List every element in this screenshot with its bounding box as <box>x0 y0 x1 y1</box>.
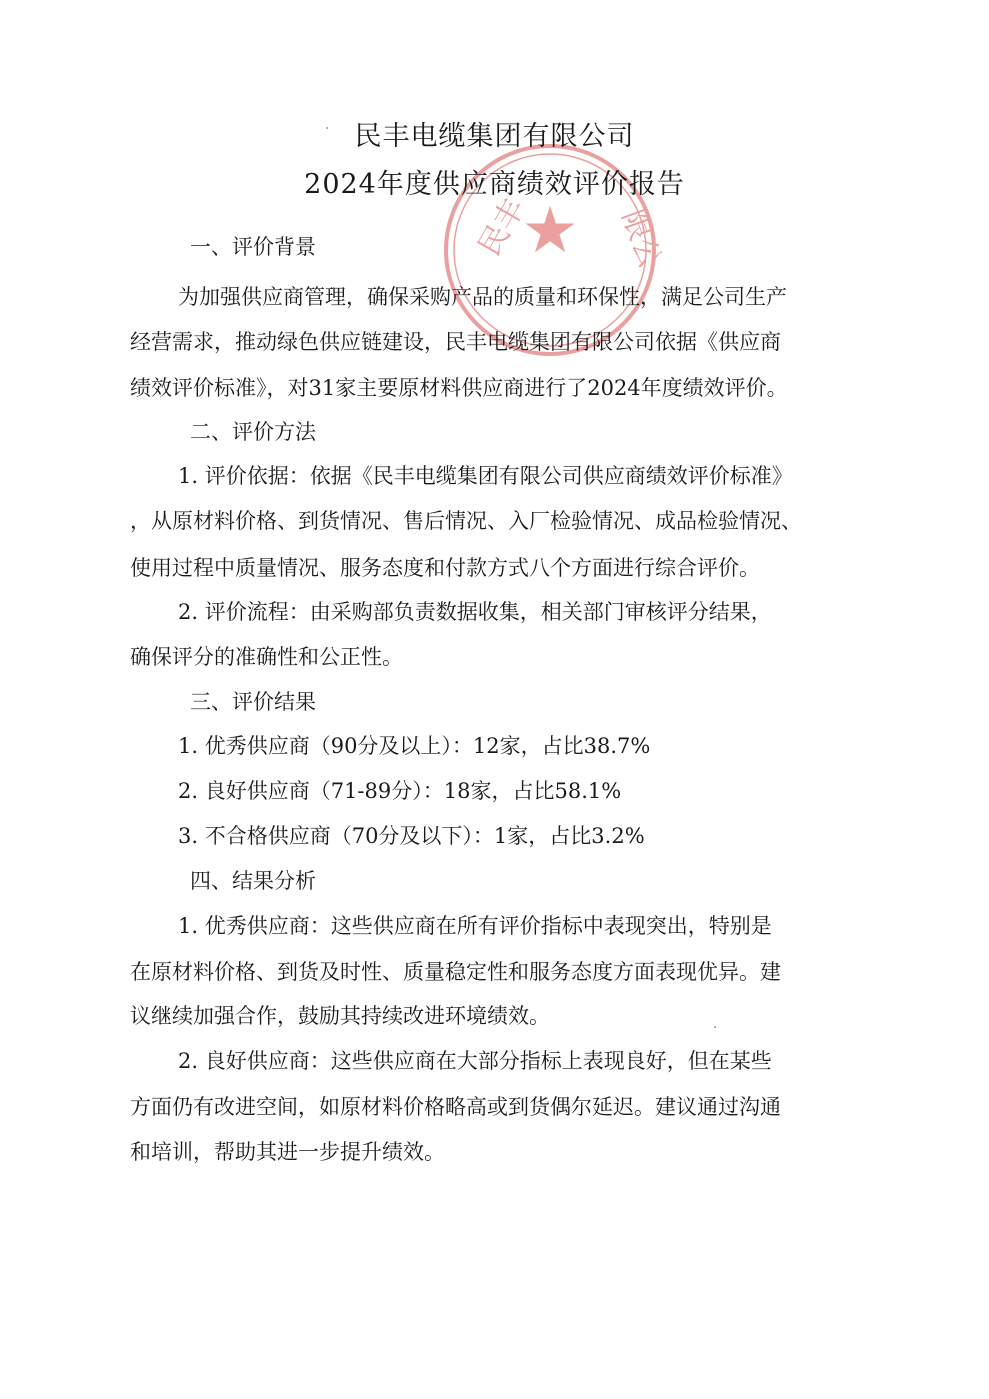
method-item2-line-1: 2. 评价流程：由采购部负责数据收集，相关部门审核评分结果， <box>178 600 772 624</box>
scan-speck <box>714 1026 716 1028</box>
result-item-2: 2. 良好供应商（71-89分）：18家，占比58.1% <box>178 779 622 803</box>
analysis-item1-line-2: 在原材料价格、到货及时性、质量稳定性和服务态度方面表现优异。建 <box>130 960 781 984</box>
section-heading-method: 二、评价方法 <box>190 420 316 444</box>
method-item1-line-3: 使用过程中质量情况、服务态度和付款方式八个方面进行综合评价。 <box>130 556 760 580</box>
background-line-1: 为加强供应商管理，确保采购产品的质量和环保性，满足公司生产 <box>178 285 787 309</box>
background-line-3: 绩效评价标准》，对31家主要原材料供应商进行了2024年度绩效评价。 <box>130 376 788 400</box>
report-title: 2024年度供应商绩效评价报告 <box>304 169 685 200</box>
section-heading-background: 一、评价背景 <box>190 235 316 259</box>
seal-text-left: 民丰 <box>472 192 533 263</box>
analysis-item2-line-3: 和培训，帮助其进一步提升绩效。 <box>130 1140 445 1164</box>
scan-speck <box>326 127 328 129</box>
seal-text-right: 限公 <box>614 205 668 274</box>
analysis-item1-line-1: 1. 优秀供应商：这些供应商在所有评价指标中表现突出，特别是 <box>178 914 772 938</box>
result-item-3: 3. 不合格供应商（70分及以下）：1家，占比3.2% <box>178 824 645 848</box>
analysis-item1-line-3: 议继续加强合作，鼓励其持续改进环境绩效。 <box>130 1004 550 1028</box>
method-item1-line-2: ，从原材料价格、到货情况、售后情况、入厂检验情况、成品检验情况、 <box>130 509 802 533</box>
company-title: 民丰电缆集团有限公司 <box>354 121 635 152</box>
analysis-item2-line-1: 2. 良好供应商：这些供应商在大部分指标上表现良好，但在某些 <box>178 1049 772 1073</box>
section-heading-results: 三、评价结果 <box>190 690 316 714</box>
method-item1-line-1: 1. 评价依据：依据《民丰电缆集团有限公司供应商绩效评价标准》 <box>178 464 793 488</box>
analysis-item2-line-2: 方面仍有改进空间，如原材料价格略高或到货偶尔延迟。建议通过沟通 <box>130 1095 781 1119</box>
method-item2-line-2: 确保评分的准确性和公正性。 <box>130 645 403 669</box>
background-line-2: 经营需求，推动绿色供应链建设，民丰电缆集团有限公司依据《供应商 <box>130 330 781 354</box>
result-item-1: 1. 优秀供应商（90分及以上）：12家，占比38.7% <box>178 734 651 758</box>
seal-star-icon: ★ <box>521 194 579 268</box>
section-heading-analysis: 四、结果分析 <box>190 869 316 893</box>
